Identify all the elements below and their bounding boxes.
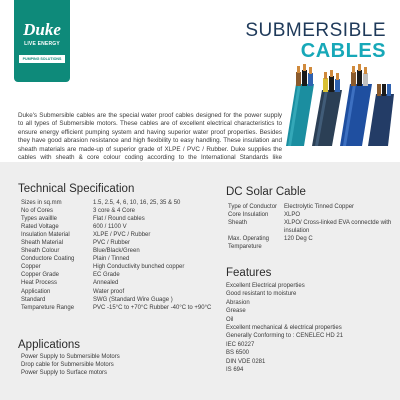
- dc-key: Max. Operating Tempareture: [228, 236, 270, 250]
- spec-value: Water proof: [93, 288, 125, 295]
- spec-value: Blue/Black/Green: [93, 248, 140, 255]
- spec-row: [21, 271, 211, 279]
- page-title-line1: SUBMERSIBLE: [245, 20, 386, 41]
- logo-wordmark: Duke: [23, 20, 61, 39]
- logo-tagline: LIVE ENERGY: [24, 41, 60, 47]
- spec-value: PVC -15°C to +70°C Rubber -40°C to +90°C: [93, 304, 212, 311]
- dc-solar-heading: DC Solar Cable: [226, 186, 306, 198]
- spec-key: Rated Voltage: [21, 224, 59, 231]
- spec-key: Tempareture Range: [21, 304, 75, 311]
- list-item: Grease: [226, 308, 246, 315]
- dc-row: [228, 211, 400, 219]
- spec-value: Annealed: [93, 280, 119, 287]
- dc-key: Core Insulation: [228, 212, 269, 218]
- list-item: Drop cable for Submersible Motors: [21, 362, 114, 368]
- spec-key: Insulation Material: [21, 232, 70, 239]
- list-item: Good resistant to moisture: [226, 291, 297, 298]
- spec-value: Flat / Round cables: [93, 216, 145, 223]
- spec-key: Application: [21, 288, 51, 295]
- intro-paragraph: Duke's Submersible cables are the special water proof cables designed for the power supply to all types of Submersible motors. These cables are of excellent electrical characteristics to ensure energy efficient pumping system and having superior water proof properties. Besides they have good abrasion resistance and high flexibility to easy handling. These insulation and sheath materials are made-up of superior grade of XLPE / PVC / Rubber. Duke supplies the cables with sheath & core colour coding according to the International Standards like: [18, 112, 282, 162]
- spec-row: [21, 304, 211, 312]
- list-item: DIN VDE 0281: [226, 358, 266, 365]
- dc-key: Sheath: [228, 220, 248, 226]
- spec-value: 1.5, 2.5, 4, 6, 10, 16, 25, 35 & 50: [93, 200, 181, 206]
- list-item: BS 6500: [226, 350, 250, 357]
- dc-row: [228, 235, 400, 251]
- blue-cable: [340, 64, 372, 146]
- spec-key: Copper Grade: [21, 272, 60, 279]
- spec-row: [21, 296, 211, 304]
- spec-value: High Conductivity bunched copper: [93, 264, 185, 271]
- dc-value: Electrolytic Tinned Copper: [284, 204, 355, 210]
- dc-solar-table: [228, 203, 400, 251]
- spec-key: Heat Process: [21, 280, 58, 287]
- spec-value: XLPE / PVC / Rubber: [93, 232, 151, 239]
- spec-key: Sheath Colour: [21, 248, 60, 255]
- spec-row: [21, 223, 211, 231]
- list-item: IEC 60227: [226, 341, 255, 348]
- applications-heading: Applications: [18, 339, 81, 351]
- dc-value: 120 Deg C: [284, 236, 313, 242]
- dc-value: XLPO/ Cross-linked EVA connectde with insulation: [284, 220, 392, 234]
- spec-row: [21, 288, 211, 296]
- features-heading: Features: [226, 267, 272, 279]
- dc-value: XLPO: [284, 212, 301, 218]
- list-item: Excellent Electrical properties: [226, 283, 305, 289]
- spec-key: Standard: [21, 296, 46, 303]
- list-item: Generally Conforming to : CENELEC HD 21: [226, 333, 344, 340]
- list-item: Abrasion: [226, 299, 250, 306]
- spec-value: 600 / 1100 V: [93, 224, 127, 231]
- spec-row: [21, 279, 211, 287]
- dc-row: [228, 219, 400, 235]
- spec-value: PVC / Rubber: [93, 240, 131, 247]
- dark-cable: [312, 70, 342, 146]
- brand-logo: [14, 0, 70, 82]
- spec-value: 3 core & 4 Core: [93, 208, 136, 215]
- spec-key: Sizes in sq.mm: [21, 200, 62, 206]
- dc-row: [228, 203, 400, 211]
- technical-spec-heading: Technical Specification: [18, 183, 135, 195]
- spec-key: No of Cores: [21, 208, 54, 215]
- features-list: [226, 282, 343, 374]
- spec-row: [21, 263, 211, 271]
- dc-key: Type of Conductor: [228, 204, 278, 210]
- spec-row: [21, 255, 211, 263]
- list-item: Oil: [226, 316, 234, 323]
- list-item: Power Supply to Surface motors: [21, 370, 108, 376]
- spec-value: Plain / Tinned: [93, 256, 130, 263]
- spec-key: Copper: [21, 264, 41, 271]
- spec-row: [21, 207, 211, 215]
- spec-row: [21, 215, 211, 223]
- spec-row: [21, 247, 211, 255]
- spec-row: [21, 199, 211, 207]
- applications-list: [21, 353, 120, 377]
- spec-key: Types availlle: [21, 216, 58, 223]
- page-title-line2: CABLES: [300, 40, 386, 62]
- cable-product-image: [276, 64, 396, 146]
- technical-spec-table: [21, 199, 211, 312]
- flat-cable: [368, 84, 394, 146]
- logo-strip: PUMPING SOLUTIONS: [19, 55, 65, 63]
- list-item: Power Supply to Submersible Motors: [21, 354, 120, 360]
- list-item: IS 694: [226, 367, 244, 374]
- spec-value: EC Grade: [93, 272, 120, 279]
- spec-row: [21, 231, 211, 239]
- teal-cable: [286, 64, 314, 146]
- spec-value: SWG (Standard Wire Guage ): [93, 296, 173, 303]
- spec-row: [21, 239, 211, 247]
- list-item: Excellent mechanical & electrical properties: [226, 325, 342, 332]
- spec-key: Conductore Coating: [21, 256, 75, 263]
- spec-key: Sheath Material: [21, 240, 64, 247]
